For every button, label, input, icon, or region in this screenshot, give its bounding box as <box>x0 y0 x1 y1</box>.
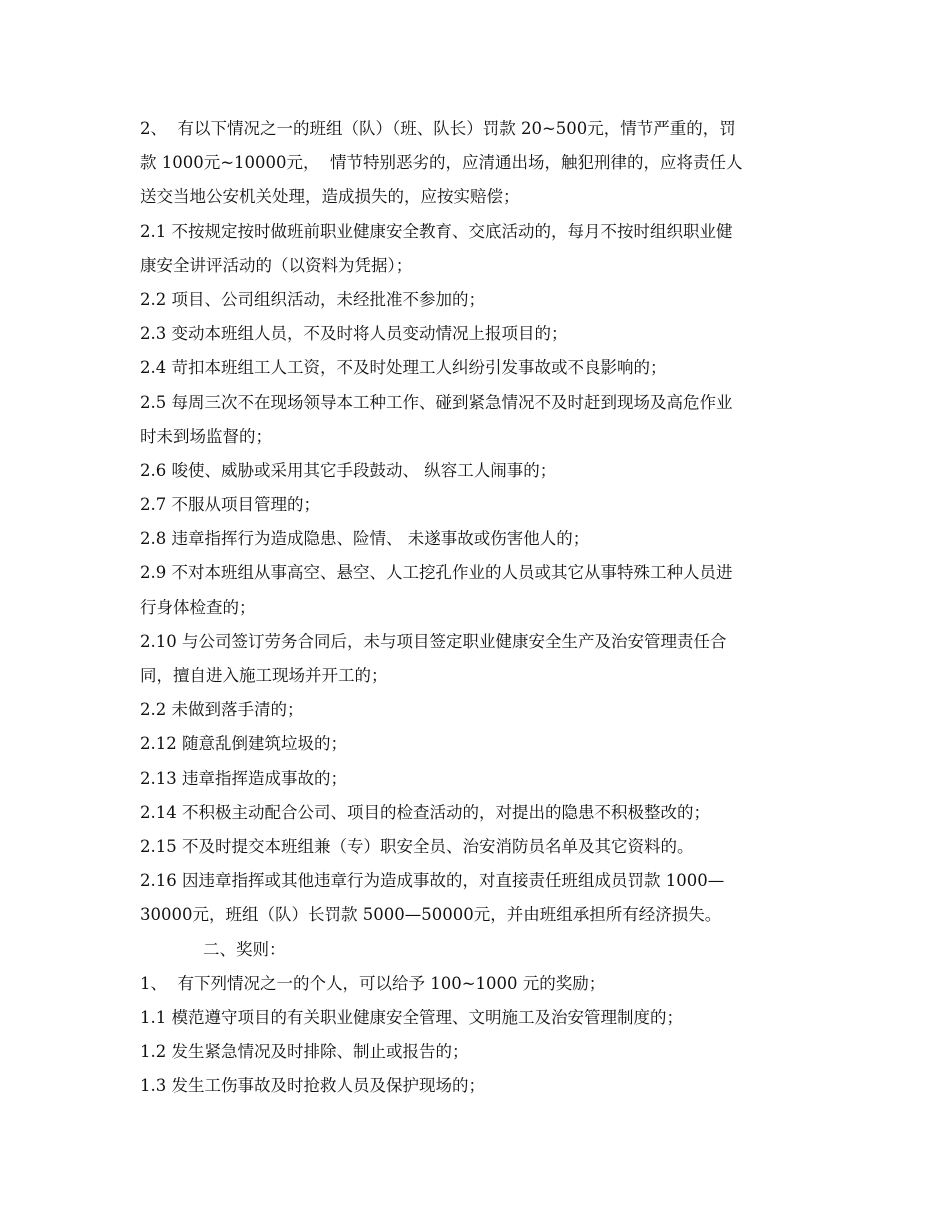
text-line: 款 1000元~10000元， 情节特别恶劣的，应清通出场，触犯刑律的，应将责任人 <box>140 153 743 173</box>
text-line: 2.1 不按规定按时做班前职业健康安全教育、交底活动的，每月不按时组织职业健 <box>140 221 733 241</box>
text-line: 30000元，班组（队）长罚款 5000—50000元，并由班组承担所有经济损失。 <box>140 905 722 925</box>
text-line: 2.9 不对本班组从事高空、悬空、人工挖孔作业的人员或其它从事特殊工种人员进 <box>140 563 733 583</box>
section-heading: 二、奖则： <box>140 939 286 959</box>
text-line: 1、 有下列情况之一的个人，可以给予 100~1000 元的奖励； <box>140 973 606 993</box>
text-line: 2.10 与公司签订劳务合同后，未与项目签定职业健康安全生产及治安管理责任合 <box>140 631 727 651</box>
text-line: 2.7 不服从项目管理的； <box>140 495 320 515</box>
text-line: 2.16 因违章指挥或其他违章行为造成事故的，对直接责任班组成员罚款 1000— <box>140 871 725 891</box>
text-line: 2.2 未做到落手清的； <box>140 700 304 720</box>
text-line: 2、 有以下情况之一的班组（队）（班、队长）罚款 20~500元，情节严重的，罚 <box>140 119 736 138</box>
text-line: 2.8 违章指挥行为造成隐患、险情、 未遂事故或伤害他人的； <box>140 529 590 549</box>
text-line: 2.15 不及时提交本班组兼（专）职安全员、治安消防员名单及其它资料的。 <box>140 836 694 856</box>
text-line: 送交当地公安机关处理，造成损失的，应按实赔偿； <box>140 187 520 207</box>
text-line: 时未到场监督的； <box>140 426 272 446</box>
text-line: 2.5 每周三次不在现场领导本工种工作、碰到紧急情况不及时赶到现场及高危作业 <box>140 392 733 412</box>
text-line: 1.3 发生工伤事故及时抢救人员及保护现场的； <box>140 1076 485 1096</box>
text-line: 1.2 发生紧急情况及时排除、制止或报告的； <box>140 1042 469 1062</box>
text-line: 2.2 项目、公司组织活动，未经批准不参加的； <box>140 289 485 309</box>
text-line: 2.12 随意乱倒建筑垃圾的； <box>140 734 347 754</box>
text-line: 2.3 变动本班组人员，不及时将人员变动情况上报项目的； <box>140 324 568 344</box>
text-line: 行身体检查的； <box>140 597 256 617</box>
text-line: 2.6 唆使、威胁或采用其它手段鼓动、 纵容工人闹事的； <box>140 460 557 480</box>
document-body <box>140 112 820 1103</box>
text-line: 2.4 苛扣本班组工人工资，不及时处理工人纠纷引发事故或不良影响的； <box>140 358 667 378</box>
text-line: 2.13 违章指挥造成事故的； <box>140 768 347 788</box>
text-line: 康安全讲评活动的（以资料为凭据）； <box>140 255 413 275</box>
text-line: 2.14 不积极主动配合公司、项目的检查活动的，对提出的隐患不积极整改的； <box>140 802 710 822</box>
text-line: 1.1 模范遵守项目的有关职业健康安全管理、文明施工及治安管理制度的； <box>140 1007 683 1027</box>
text-line: 同，擅自进入施工现场并开工的； <box>140 666 388 685</box>
